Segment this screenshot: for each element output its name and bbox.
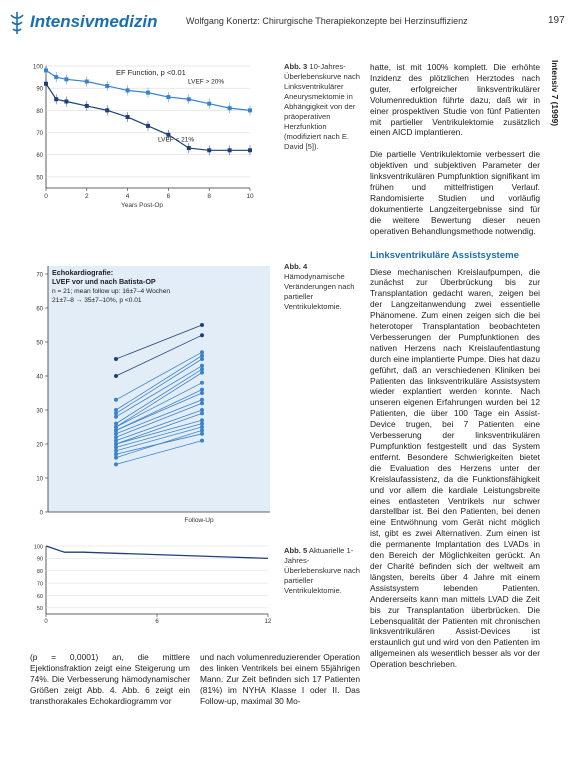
x-tick-label: 0 — [44, 619, 48, 624]
y-tick-label: 70 — [36, 581, 43, 588]
pre-point — [114, 456, 118, 460]
chart-title: Echokardiografie: — [52, 268, 114, 277]
y-tick-label: 60 — [36, 593, 43, 600]
post-point — [200, 323, 204, 327]
pre-point — [114, 411, 118, 415]
y-tick-label: 40 — [36, 374, 43, 381]
x-tick-label: 6 — [155, 619, 159, 624]
pre-point — [114, 432, 118, 436]
x-tick-label: 6 — [166, 193, 171, 200]
x-axis-label: Follow-Up — [184, 517, 214, 524]
x-tick-label: 10 — [246, 193, 254, 200]
post-point — [200, 333, 204, 337]
figure-5-caption-text: Aktuarielle 1-Jahres-Überlebenskurve nach partieller Ventrikulektomie. — [284, 546, 360, 595]
y-tick-label: 0 — [39, 510, 43, 517]
figure-5-chart — [30, 540, 276, 624]
y-tick-label: 50 — [36, 606, 43, 613]
y-tick-label: 90 — [36, 556, 43, 563]
chart-annotation: 21±7–8 → 35±7–10%, p <0.01 — [52, 297, 142, 304]
y-tick-label: 50 — [36, 340, 43, 347]
post-point — [200, 357, 204, 361]
section-heading: Linksventrikuläre Assistsysteme — [370, 249, 519, 261]
side-volume-text: Intensiv 7 (1999) — [550, 60, 560, 127]
running-title: Wolfgang Konertz: Chirurgische Therapiekonzepte bei Herzinsuffizienz — [186, 16, 468, 26]
side-volume-label — [548, 60, 562, 190]
y-tick-label: 10 — [36, 476, 43, 483]
y-tick-label: 90 — [36, 86, 43, 93]
paragraph-3: Diese mechanischen Kreislaufpumpen, die zunächst zur Überbrückung bis zur Transplantation gedacht waren, zeigen bei der Langzeitanwendung zwei essentielle Phänomene. Zum einen zeigen sich die bei heterotoper Transplantation beobachteten Verbesserungen der Pumpfunktionen des nativen Herzens nach Kreislaufentlastung durch eine implantierte Pumpe. Dies hat dazu geführt, daß an verschiedenen Kliniken bei Patienten das linksventrikuläre Assistsystem wieder explantiert werden konnte. Nach unseren eigenen Erfahrungen wurden bei 12 Patienten, die über 100 Tage ein Assist-Device trugen, bei 7 Patienten eine Verbesserung der linksventrikulären Pumpfunktion festgestellt und das System entfernt. Besondere Schwierigkeiten bietet die Evaluation des Herzens unter der Kreislaufassistenz, da die Funktionsfähigkeit und vor allem die kardiale Leistungsbreite eines entlasteten Ventrikels nur schwer darstellbar ist. Bei den Patienten, bei denen eine Entwöhnung vom Gerät nicht möglich ist, gibt es zwei Alternativen. Zum einen ist die permanente Implantation des LVADs in den Bereich der Möglichkeiten gerückt. An der Charité befinden sich der weltweit am längsten, bereits über 4 Jahre mit einem Assistsystem lebenden Patienten. Andererseits kann man mittels LVAD die Zeit bis zur Transplantation überbrücken. Die Lebensqualität der Patienten mit chronischen linksventrikulären Assist-Devices ist erstaunlich gut und wird von den Patienten im allgemeinen als wesentlich besser als vor der Operation beschrieben. — [370, 266, 540, 670]
y-tick-label: 60 — [36, 153, 43, 160]
y-tick-label: 100 — [32, 64, 43, 71]
chart-annotation: n = 21; mean follow up: 16±7–4 Wochen — [52, 288, 171, 295]
pre-point — [114, 449, 118, 453]
x-tick-label: 0 — [44, 193, 48, 200]
y-tick-label: 80 — [36, 108, 43, 115]
paragraph-1: hatte, ist mit 100% komplett. Die erhöhte Inzidenz des plötzlichen Herztodes nach guter, erfolgreicher linksventrikulärer Volumenreduktion führte dazu, daß wir in einer prospektiven Studie von fünf Patienten mit partieller Ventrikulektomie zusätzlich einen AICD implantieren. — [370, 62, 540, 138]
chart-title: EF Function, p <0.01 — [116, 68, 186, 77]
figure-3-caption-text: 10-Jahres-Überlebenskurve nach Linksventrikulärer Aneurysmektomie in Abhängigkeit von der präoperativen Herzfunktion (modifiziert nach E. David [5]). — [284, 62, 360, 151]
pre-point — [114, 445, 118, 449]
figure-4-label: Abb. 4 — [284, 262, 308, 271]
figure-3-caption — [284, 62, 364, 152]
figure-3-chart — [30, 58, 260, 208]
y-tick-label: 80 — [36, 569, 43, 576]
post-point — [200, 364, 204, 368]
x-axis-label: Years Post-Op — [120, 202, 164, 208]
figure-3-label: Abb. 3 — [284, 62, 308, 71]
y-tick-label: 60 — [36, 306, 43, 313]
y-tick-label: 50 — [36, 175, 43, 182]
post-point — [200, 381, 204, 385]
pre-point — [114, 462, 118, 466]
right-column — [370, 62, 540, 670]
figure-4-chart — [30, 262, 276, 524]
paragraph-2: Die partielle Ventrikulektomie verbessert die objektiven und subjektiven Parameter der linksventrikulären Pumpfunktion signifikant im frühen und mittelfristigen Verlauf. Randomisierte Studien und vorläufig dokumentierte Langzeitergebnisse sind für die weitere Bewertung dieser neuen operativen Behandlungsmethode notwendig. — [370, 149, 540, 236]
chart-subtitle: LVEF vor und nach Batista-OP — [52, 277, 156, 286]
x-tick-label: 2 — [84, 193, 89, 200]
journal-logo-icon — [6, 10, 28, 36]
post-point — [200, 391, 204, 395]
y-tick-label: 100 — [33, 544, 43, 551]
post-point — [200, 371, 204, 375]
pre-point — [114, 398, 118, 402]
figure-4-caption — [284, 262, 364, 312]
y-tick-label: 70 — [36, 131, 43, 138]
figure-4-caption-text: Hämodynamische Veränderungen nach partieller Ventrikulektomie. — [284, 272, 355, 311]
x-tick-label: 12 — [264, 619, 272, 624]
post-point — [200, 401, 204, 405]
figure-5-caption — [284, 546, 364, 596]
pre-point — [114, 415, 118, 419]
pre-point — [114, 428, 118, 432]
survival-line — [46, 546, 268, 558]
figure-5-label: Abb. 5 — [284, 546, 308, 555]
post-point — [200, 398, 204, 402]
journal-title: Intensivmedizin — [30, 12, 158, 31]
pre-point — [114, 374, 118, 378]
y-tick-label: 70 — [36, 272, 43, 279]
y-tick-label: 20 — [36, 442, 43, 449]
x-tick-label: 4 — [125, 193, 130, 200]
bottom-text-col-2: und nach volumenreduzierender Operation des linken Ventrikels bei einem 55jährigen Mann. Zur Zeit befinden sich 17 Patienten (81%) im NYHA Klasse I oder II. Das Follow-up, maximal 30 Mo- — [200, 652, 360, 706]
x-tick-label: 8 — [207, 193, 212, 200]
page-number: 197 — [548, 15, 565, 26]
pre-point — [114, 357, 118, 361]
series-label: LVEF > 20% — [188, 78, 225, 86]
series-label: LVEF < 21% — [158, 136, 195, 144]
y-tick-label: 30 — [36, 408, 43, 415]
post-point — [200, 439, 204, 443]
bottom-text-col-1: (p = 0,0001) an, die mittlere Ejektionsfraktion zeigt eine Steigerung um 74%. Die Verbesserung hämodynamischer Größen zeigt Abb. 4. Abb. 6 zeigt ein transthorakales Echokardiogramm vor — [30, 652, 190, 706]
post-point — [200, 411, 204, 415]
post-point — [200, 428, 204, 432]
